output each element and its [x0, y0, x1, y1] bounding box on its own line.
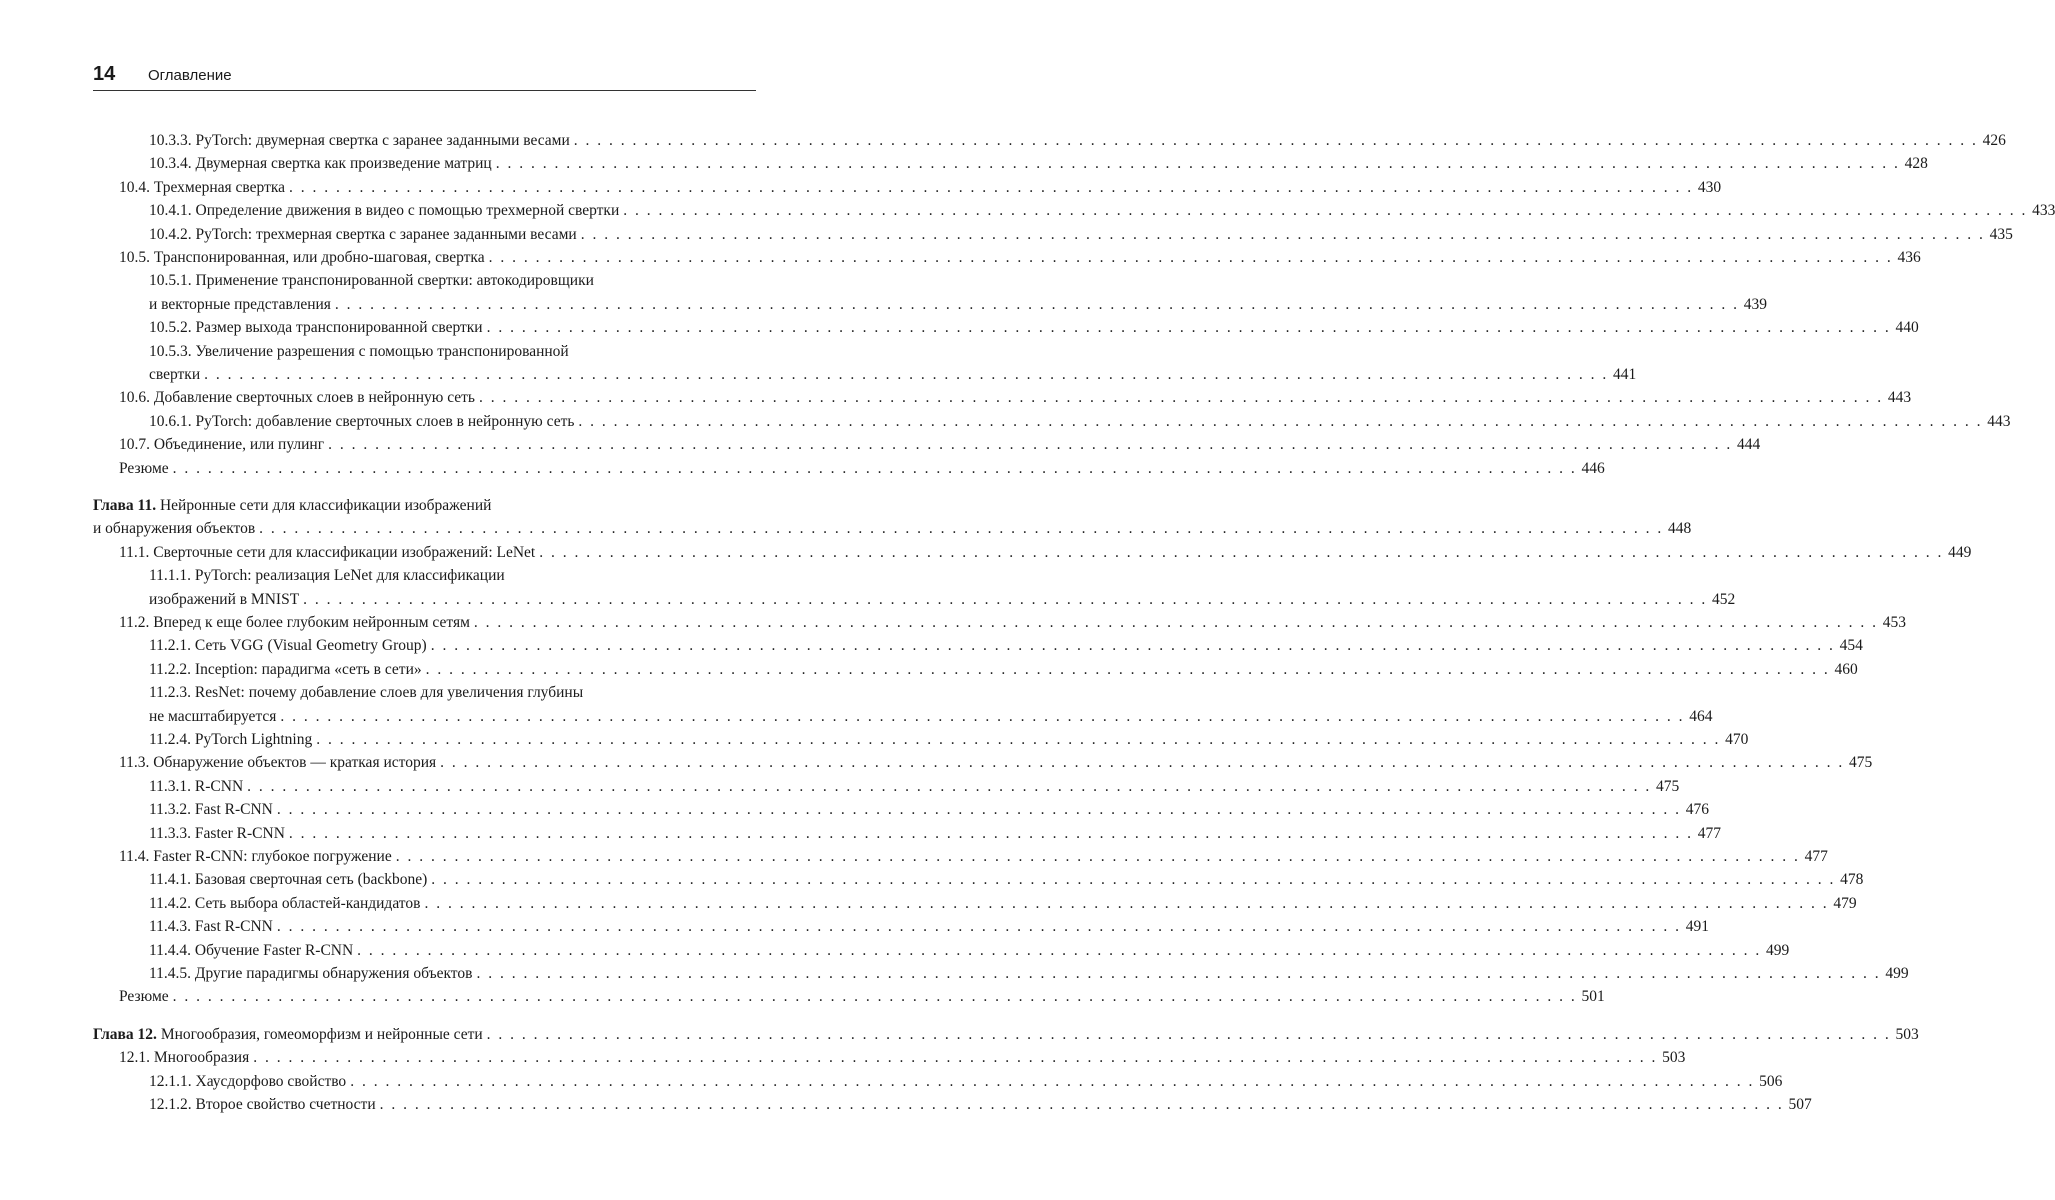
dot-leader: . . . . . . . . . . . . . . . . . . . . . . . . . . . . . . . . . . . . . . . . . . . . . . . . . . . . . . . . . . . . . . . . . . . . . . . . . . . . . . . . . . . . . . . . . . . . . . . . . . . . . . . . . . . . . . . . . . . . . . . .	[350, 1072, 1755, 1090]
dot-leader: . . . . . . . . . . . . . . . . . . . . . . . . . . . . . . . . . . . . . . . . . . . . . . . . . . . . . . . . . . . . . . . . . . . . . . . . . . . . . . . . . . . . . . . . . . . . . . . . . . . . . . . . . . . . . . . . . . . . . . . .	[204, 366, 1609, 383]
toc-page-number: 435	[1989, 225, 2013, 243]
toc-page-number: 430	[1697, 178, 1722, 196]
toc-entry-title: 11.4. Faster R-CNN: глубокое погружение	[119, 848, 392, 865]
toc-page-number: 499	[1766, 941, 1790, 959]
toc-page-number: 448	[1668, 520, 1692, 538]
toc-entry[interactable]	[93, 1093, 1812, 1116]
toc-entry-title-part: 10.5.3. Увеличение разрешения с помощью транспонированной	[149, 342, 569, 360]
dot-leader: . . . . . . . . . . . . . . . . . . . . . . . . . . . . . . . . . . . . . . . . . . . . . . . . . . . . . . . . . . . . . . . . . . . . . . . . . . . . . . . . . . . . . . . . . . . . . . . . . . . . . . . . . . . . . . . . . . . . . . . .	[578, 412, 1983, 430]
toc-entry-title: 11.4.4. Обучение Faster R-CNN	[149, 941, 354, 959]
toc-page-number: 476	[1685, 801, 1709, 819]
toc-entry-title: 12.1.2. Второе свойство счетности	[149, 1096, 376, 1113]
toc-entry[interactable]	[93, 541, 1972, 564]
dot-leader: . . . . . . . . . . . . . . . . . . . . . . . . . . . . . . . . . . . . . . . . . . . . . . . . . . . . . . . . . . . . . . . . . . . . . . . . . . . . . . . . . . . . . . . . . . . . . . . . . . . . . . . . . . . . . . . . . . . . . . . .	[488, 249, 1893, 266]
toc-entry-title: 11.4.3. Fast R-CNN	[149, 918, 273, 936]
toc-page-number: 426	[1982, 132, 2006, 149]
dot-leader: . . . . . . . . . . . . . . . . . . . . . . . . . . . . . . . . . . . . . . . . . . . . . . . . . . . . . . . . . . . . . . . . . . . . . . . . . . . . . . . . . . . . . . . . . . . . . . . . . . . . . . . . . . . . . . . . . . . . . . . .	[288, 824, 1694, 842]
toc-entry-title: 11.3.3. Faster R-CNN	[149, 824, 285, 842]
toc-entry-title: не масштабируется	[149, 707, 277, 725]
toc-entry-title: 11.2. Вперед к еще более глубоким нейронным сетям	[119, 614, 470, 631]
toc-entry-title-line	[93, 681, 756, 704]
dot-leader: . . . . . . . . . . . . . . . . . . . . . . . . . . . . . . . . . . . . . . . . . . . . . . . . . . . . . . . . . . . . . . . . . . . . . . . . . . . . . . . . . . . . . . . . . . . . . . . . . . . . . . . . . . . . . . . . . . . . . . . .	[623, 202, 2028, 220]
toc-page-number: 464	[1689, 707, 1713, 725]
toc-entry-title: 11.3. Обнаружение объектов — краткая история	[119, 754, 437, 772]
dot-leader: . . . . . . . . . . . . . . . . . . . . . . . . . . . . . . . . . . . . . . . . . . . . . . . . . . . . . . . . . . . . . . . . . . . . . . . . . . . . . . . . . . . . . . . . . . . . . . . . . . . . . . . . . . . . . . . . . . . . . . . .	[440, 754, 1845, 772]
toc-page-number: 433	[2032, 202, 2055, 220]
dot-leader: . . . . . . . . . . . . . . . . . . . . . . . . . . . . . . . . . . . . . . . . . . . . . . . . . . . . . . . . . . . . . . . . . . . . . . . . . . . . . . . . . . . . . . . . . . . . . . . . . . . . . . . . . . . . . . . . . . . . . . . .	[357, 941, 1762, 959]
chapter-label: Глава 12.	[93, 1025, 157, 1043]
toc-entry[interactable]	[93, 658, 1858, 681]
toc-entry[interactable]	[93, 728, 1749, 751]
toc-page-number: 441	[1613, 366, 1637, 383]
dot-leader: . . . . . . . . . . . . . . . . . . . . . . . . . . . . . . . . . . . . . . . . . . . . . . . . . . . . . . . . . . . . . . . . . . . . . . . . . . . . . . . . . . . . . . . . . . . . . . . . . . . . . . . . . . . . . . . . . . . . . . . .	[539, 543, 1944, 561]
toc-entry[interactable]	[93, 1070, 1783, 1093]
dot-leader: . . . . . . . . . . . . . . . . . . . . . . . . . . . . . . . . . . . . . . . . . . . . . . . . . . . . . . . . . . . . . . . . . . . . . . . . . . . . . . . . . . . . . . . . . . . . . . . . . . . . . . . . . . . . . . . . . . . . . . . .	[280, 707, 1685, 725]
toc-page-number: 454	[1839, 637, 1863, 655]
toc-entry-title: Резюме	[119, 459, 169, 477]
toc-entry[interactable]	[93, 433, 1761, 456]
toc-page-number: 443	[1887, 389, 1912, 407]
toc-page-number: 475	[1656, 777, 1680, 795]
toc-page-number: 460	[1834, 660, 1858, 678]
toc-entry-title: 11.2.4. PyTorch Lightning	[149, 731, 313, 748]
toc-page-number: 501	[1581, 988, 1605, 1006]
dot-leader: . . . . . . . . . . . . . . . . . . . . . . . . . . . . . . . . . . . . . . . . . . . . . . . . . . . . . . . . . . . . . . . . . . . . . . . . . . . . . . . . . . . . . . . . . . . . . . . . . . . . . . . . . . . . . . . . . . . . . . . .	[479, 389, 1884, 407]
toc-entry-title: 11.1. Сверточные сети для классификации изображений: LeNet	[119, 543, 536, 561]
toc-entry-title: 10.6.1. PyTorch: добавление сверточных слоев в нейронную сеть	[149, 412, 575, 430]
toc-page-number: 503	[1662, 1049, 1686, 1067]
toc-entry-title: Глава 12. Многообразия, гомеоморфизм и нейронные сети	[93, 1025, 483, 1043]
dot-leader: . . . . . . . . . . . . . . . . . . . . . . . . . . . . . . . . . . . . . . . . . . . . . . . . . . . . . . . . . . . . . . . . . . . . . . . . . . . . . . . . . . . . . . . . . . . . . . . . . . . . . . . . . . . . . . . . . . . . . . . .	[379, 1096, 1784, 1113]
dot-leader: . . . . . . . . . . . . . . . . . . . . . . . . . . . . . . . . . . . . . . . . . . . . . . . . . . . . . . . . . . . . . . . . . . . . . . . . . . . . . . . . . . . . . . . . . . . . . . . . . . . . . . . . . . . . . . . . . . . . . . . .	[476, 965, 1881, 982]
chapter-label: Глава 11.	[93, 497, 157, 514]
toc-entry[interactable]	[93, 775, 1680, 798]
toc-page-number: 477	[1804, 848, 1828, 865]
toc-entry-title: 11.2.1. Сеть VGG (Visual Geometry Group)	[149, 637, 427, 655]
dot-leader: . . . . . . . . . . . . . . . . . . . . . . . . . . . . . . . . . . . . . . . . . . . . . . . . . . . . . . . . . . . . . . . . . . . . . . . . . . . . . . . . . . . . . . . . . . . . . . . . . . . . . . . . . . . . . . . . . . . . . . . .	[425, 660, 1830, 678]
toc-entry[interactable]	[93, 1046, 1686, 1069]
toc-entry-title-line	[93, 494, 756, 517]
toc-entry[interactable]	[93, 939, 1790, 962]
toc-entry[interactable]	[93, 634, 1863, 657]
toc-entry[interactable]	[93, 223, 2013, 246]
toc-entry-title: 10.5.2. Размер выхода транспонированной свертки	[149, 319, 483, 337]
toc-entry[interactable]	[93, 199, 2055, 222]
toc-entry-title: 10.7. Объединение, или пулинг	[119, 436, 325, 454]
toc-entry[interactable]	[93, 246, 1921, 269]
toc-entry-title: 10.4. Трехмерная свертка	[119, 178, 286, 196]
toc-entry-title-part: 11.1.1. PyTorch: реализация LeNet для классификации	[149, 567, 505, 585]
toc-entry[interactable]	[93, 822, 1722, 845]
dot-leader: . . . . . . . . . . . . . . . . . . . . . . . . . . . . . . . . . . . . . . . . . . . . . . . . . . . . . . . . . . . . . . . . . . . . . . . . . . . . . . . . . . . . . . . . . . . . . . . . . . . . . . . . . . . . . . . . . . . . . . . .	[303, 590, 1708, 608]
toc-entry-title: 10.4.2. PyTorch: трехмерная свертка с заранее заданными весами	[149, 225, 577, 243]
toc-entry-title: 10.3.3. PyTorch: двумерная свертка с заранее заданными весами	[149, 132, 570, 149]
dot-leader: . . . . . . . . . . . . . . . . . . . . . . . . . . . . . . . . . . . . . . . . . . . . . . . . . . . . . . . . . . . . . . . . . . . . . . . . . . . . . . . . . . . . . . . . . . . . . . . . . . . . . . . . . . . . . . . . . . . . . . . .	[486, 1025, 1891, 1043]
toc-entry-title: 11.3.1. R-CNN	[149, 777, 244, 795]
toc-entry-title: и векторные представления	[149, 295, 331, 313]
toc-entry[interactable]	[93, 611, 1907, 634]
toc-entry-title: изображений в MNIST	[149, 590, 300, 608]
toc-page-number: 491	[1685, 918, 1709, 936]
toc-page-number: 479	[1833, 894, 1857, 912]
dot-leader: . . . . . . . . . . . . . . . . . . . . . . . . . . . . . . . . . . . . . . . . . . . . . . . . . . . . . . . . . . . . . . . . . . . . . . . . . . . . . . . . . . . . . . . . . . . . . . . . . . . . . . . . . . . . . . . . . . . . . . . .	[316, 731, 1721, 748]
toc-entry[interactable]	[93, 962, 1909, 985]
toc-entry[interactable]	[93, 798, 1709, 821]
toc-page-number: 470	[1725, 731, 1749, 748]
toc-page-number: 506	[1759, 1072, 1783, 1090]
toc-entry[interactable]	[93, 316, 1919, 339]
toc-entry[interactable]	[93, 868, 1864, 891]
toc-entry[interactable]	[93, 363, 1637, 386]
dot-leader: . . . . . . . . . . . . . . . . . . . . . . . . . . . . . . . . . . . . . . . . . . . . . . . . . . . . . . . . . . . . . . . . . . . . . . . . . . . . . . . . . . . . . . . . . . . . . . . . . . . . . . . . . . . . . . . . . . . . . . . .	[247, 777, 1652, 795]
toc-entry-title: 10.4.1. Определение движения в видео с помощью трехмерной свертки	[149, 202, 620, 220]
toc-entry-title: Резюме	[119, 988, 169, 1006]
toc-page-number: 452	[1712, 590, 1736, 608]
toc-entry[interactable]	[93, 386, 1912, 409]
toc-entry-title: 11.3.2. Fast R-CNN	[149, 801, 273, 819]
dot-leader: . . . . . . . . . . . . . . . . . . . . . . . . . . . . . . . . . . . . . . . . . . . . . . . . . . . . . . . . . . . . . . . . . . . . . . . . . . . . . . . . . . . . . . . . . . . . . . . . . . . . . . . . . . . . . . . . . . . . . . . .	[430, 637, 1835, 655]
toc-page-number: 439	[1743, 295, 1768, 313]
toc-entry-title: 12.1. Многообразия	[119, 1049, 250, 1067]
toc-entry-title: 10.3.4. Двумерная свертка как произведение матриц	[149, 155, 492, 173]
toc-page-number: 499	[1885, 965, 1909, 982]
toc-page-number: 477	[1697, 824, 1722, 842]
toc-entry-title-line	[93, 269, 756, 292]
dot-leader: . . . . . . . . . . . . . . . . . . . . . . . . . . . . . . . . . . . . . . . . . . . . . . . . . . . . . . . . . . . . . . . . . . . . . . . . . . . . . . . . . . . . . . . . . . . . . . . . . . . . . . . . . . . . . . . . . . . . . . . .	[431, 871, 1836, 889]
toc-entry-title: 11.4.2. Сеть выбора областей-кандидатов	[149, 894, 421, 912]
toc-entry[interactable]	[93, 176, 1722, 199]
toc-entry-title: 10.5. Транспонированная, или дробно-шаговая, свертка	[119, 249, 485, 266]
toc-entry[interactable]	[93, 129, 2006, 152]
toc-entry-title: 11.4.5. Другие парадигмы обнаружения объектов	[149, 965, 473, 982]
running-title: Оглавление	[148, 67, 232, 84]
toc-page-number: 428	[1904, 155, 1928, 173]
toc-page-number: 503	[1895, 1025, 1919, 1043]
toc-entry-title-line	[93, 340, 756, 363]
dot-leader: . . . . . . . . . . . . . . . . . . . . . . . . . . . . . . . . . . . . . . . . . . . . . . . . . . . . . . . . . . . . . . . . . . . . . . . . . . . . . . . . . . . . . . . . . . . . . . . . . . . . . . . . . . . . . . . . . . . . . . . .	[580, 225, 1985, 243]
dot-leader: . . . . . . . . . . . . . . . . . . . . . . . . . . . . . . . . . . . . . . . . . . . . . . . . . . . . . . . . . . . . . . . . . . . . . . . . . . . . . . . . . . . . . . . . . . . . . . . . . . . . . . . . . . . . . . . . . . . . . . . .	[328, 436, 1733, 454]
dot-leader: . . . . . . . . . . . . . . . . . . . . . . . . . . . . . . . . . . . . . . . . . . . . . . . . . . . . . . . . . . . . . . . . . . . . . . . . . . . . . . . . . . . . . . . . . . . . . . . . . . . . . . . . . . . . . . . . . . . . . . . .	[395, 848, 1800, 865]
toc-page-number: 444	[1736, 436, 1761, 454]
toc-entry[interactable]	[93, 985, 1605, 1008]
dot-leader: . . . . . . . . . . . . . . . . . . . . . . . . . . . . . . . . . . . . . . . . . . . . . . . . . . . . . . . . . . . . . . . . . . . . . . . . . . . . . . . . . . . . . . . . . . . . . . . . . . . . . . . . . . . . . . . . . . . . . . . .	[276, 918, 1681, 936]
toc-entry[interactable]	[93, 751, 1873, 774]
toc-entry[interactable]	[93, 705, 1713, 728]
dot-leader: . . . . . . . . . . . . . . . . . . . . . . . . . . . . . . . . . . . . . . . . . . . . . . . . . . . . . . . . . . . . . . . . . . . . . . . . . . . . . . . . . . . . . . . . . . . . . . . . . . . . . . . . . . . . . . . . . . . . . . . .	[473, 614, 1879, 631]
dot-leader: . . . . . . . . . . . . . . . . . . . . . . . . . . . . . . . . . . . . . . . . . . . . . . . . . . . . . . . . . . . . . . . . . . . . . . . . . . . . . . . . . . . . . . . . . . . . . . . . . . . . . . . . . . . . . . . . . . . . . . . .	[486, 319, 1891, 337]
dot-leader: . . . . . . . . . . . . . . . . . . . . . . . . . . . . . . . . . . . . . . . . . . . . . . . . . . . . . . . . . . . . . . . . . . . . . . . . . . . . . . . . . . . . . . . . . . . . . . . . . . . . . . . . . . . . . . . . . . . . . . . .	[259, 520, 1664, 538]
toc-entry-title: и обнаружения объектов	[93, 520, 256, 538]
toc-entry-title: 11.2.2. Inception: парадигма «сеть в сети»	[149, 660, 422, 678]
toc-entry[interactable]	[93, 845, 1828, 868]
dot-leader: . . . . . . . . . . . . . . . . . . . . . . . . . . . . . . . . . . . . . . . . . . . . . . . . . . . . . . . . . . . . . . . . . . . . . . . . . . . . . . . . . . . . . . . . . . . . . . . . . . . . . . . . . . . . . . . . . . . . . . . .	[289, 178, 1694, 196]
toc-entry-title: 10.6. Добавление сверточных слоев в нейронную сеть	[119, 389, 475, 407]
toc-page-number: 436	[1897, 249, 1921, 266]
toc-entry-title: 11.4.1. Базовая сверточная сеть (backbone)	[149, 871, 428, 889]
toc-page-number: 440	[1895, 319, 1919, 337]
toc-entry-title: свертки	[149, 366, 201, 383]
toc-entry[interactable]	[93, 457, 1605, 480]
toc-entry-title-part: 10.5.1. Применение транспонированной свертки: автокодировщики	[149, 272, 594, 290]
dot-leader: . . . . . . . . . . . . . . . . . . . . . . . . . . . . . . . . . . . . . . . . . . . . . . . . . . . . . . . . . . . . . . . . . . . . . . . . . . . . . . . . . . . . . . . . . . . . . . . . . . . . . . . . . . . . . . . . . . . . . . . .	[424, 894, 1829, 912]
toc-entry[interactable]	[93, 152, 1928, 175]
dot-leader: . . . . . . . . . . . . . . . . . . . . . . . . . . . . . . . . . . . . . . . . . . . . . . . . . . . . . . . . . . . . . . . . . . . . . . . . . . . . . . . . . . . . . . . . . . . . . . . . . . . . . . . . . . . . . . . . . . . . . . . .	[172, 988, 1577, 1006]
toc-entry[interactable]	[93, 410, 2011, 433]
toc-entry[interactable]	[93, 1023, 1919, 1046]
toc-page-number: 446	[1581, 459, 1605, 477]
toc-entry[interactable]	[93, 517, 1692, 540]
toc-page-number: 453	[1882, 614, 1907, 631]
toc-entry[interactable]	[93, 588, 1736, 611]
toc-page-number: 449	[1948, 543, 1972, 561]
dot-leader: . . . . . . . . . . . . . . . . . . . . . . . . . . . . . . . . . . . . . . . . . . . . . . . . . . . . . . . . . . . . . . . . . . . . . . . . . . . . . . . . . . . . . . . . . . . . . . . . . . . . . . . . . . . . . . . . . . . . . . . .	[573, 132, 1978, 149]
dot-leader: . . . . . . . . . . . . . . . . . . . . . . . . . . . . . . . . . . . . . . . . . . . . . . . . . . . . . . . . . . . . . . . . . . . . . . . . . . . . . . . . . . . . . . . . . . . . . . . . . . . . . . . . . . . . . . . . . . . . . . . .	[253, 1049, 1658, 1067]
dot-leader: . . . . . . . . . . . . . . . . . . . . . . . . . . . . . . . . . . . . . . . . . . . . . . . . . . . . . . . . . . . . . . . . . . . . . . . . . . . . . . . . . . . . . . . . . . . . . . . . . . . . . . . . . . . . . . . . . . . . . . . .	[276, 801, 1681, 819]
dot-leader: . . . . . . . . . . . . . . . . . . . . . . . . . . . . . . . . . . . . . . . . . . . . . . . . . . . . . . . . . . . . . . . . . . . . . . . . . . . . . . . . . . . . . . . . . . . . . . . . . . . . . . . . . . . . . . . . . . . . . . . .	[172, 459, 1577, 477]
page-number: 14	[93, 63, 116, 85]
toc-entry-title-part: Нейронные сети для классификации изображений	[156, 497, 492, 514]
dot-leader: . . . . . . . . . . . . . . . . . . . . . . . . . . . . . . . . . . . . . . . . . . . . . . . . . . . . . . . . . . . . . . . . . . . . . . . . . . . . . . . . . . . . . . . . . . . . . . . . . . . . . . . . . . . . . . . . . . . . . . . .	[495, 155, 1900, 173]
toc-page-number: 443	[1987, 412, 2011, 430]
running-header	[93, 62, 756, 91]
toc-page-number: 478	[1840, 871, 1864, 889]
toc-page-number: 475	[1849, 754, 1873, 772]
toc-entry[interactable]	[93, 915, 1709, 938]
dot-leader: . . . . . . . . . . . . . . . . . . . . . . . . . . . . . . . . . . . . . . . . . . . . . . . . . . . . . . . . . . . . . . . . . . . . . . . . . . . . . . . . . . . . . . . . . . . . . . . . . . . . . . . . . . . . . . . . . . . . . . . .	[334, 295, 1740, 313]
toc-entry-title-part: 11.2.3. ResNet: почему добавление слоев для увеличения глубины	[149, 684, 584, 702]
toc-entry-title: 12.1.1. Хаусдорфово свойство	[149, 1072, 347, 1090]
toc-page-number: 507	[1788, 1096, 1812, 1113]
toc-entry-title-line	[93, 564, 756, 587]
toc-entry[interactable]	[93, 892, 1857, 915]
toc-entry[interactable]	[93, 293, 1768, 316]
